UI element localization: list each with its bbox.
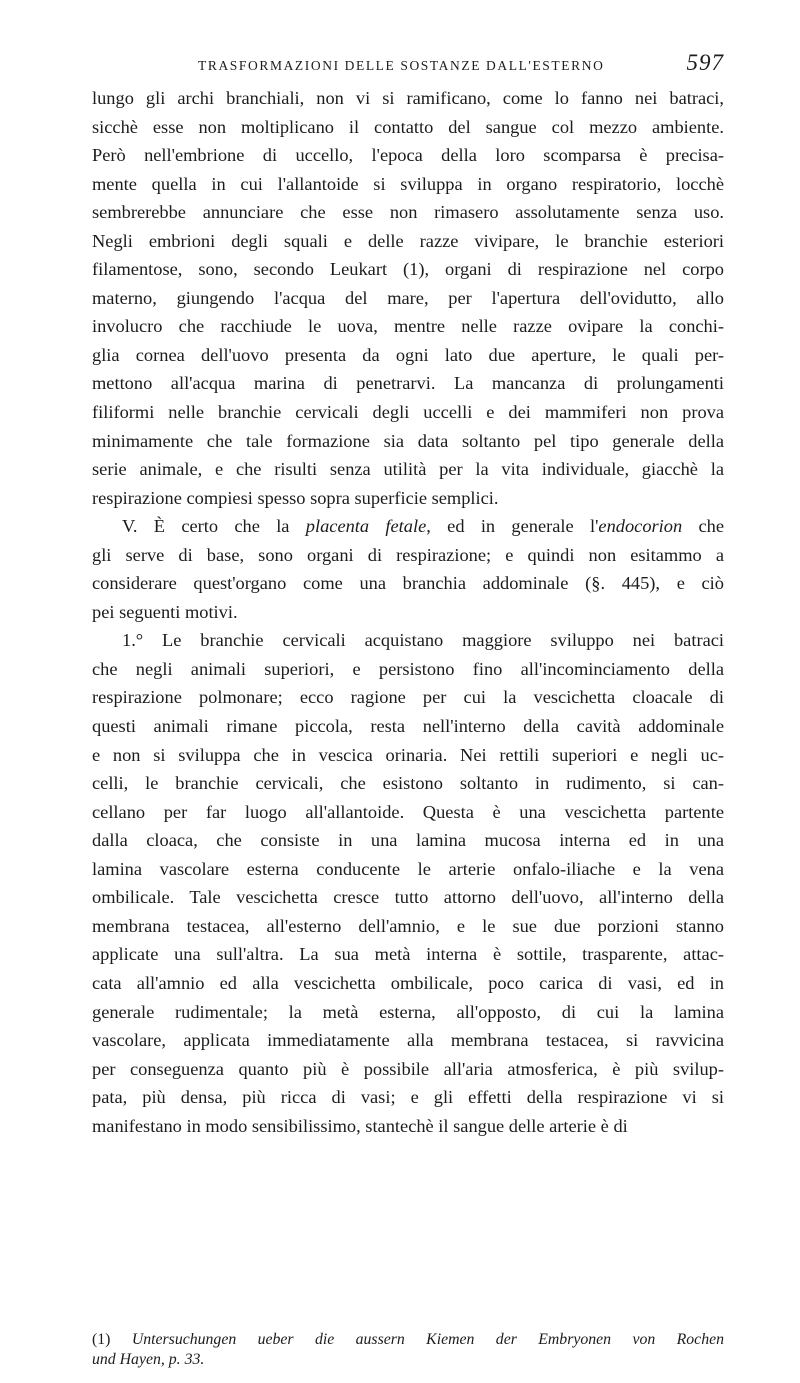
text-line: gli serve di base, sono organi di respirazione; e quindi non esitammo a [92,544,724,565]
text-line: materno, giungendo l'acqua del mare, per l'apertura dell'ovidutto, allo [92,287,724,308]
text-line: generale rudimentale; la metà esterna, all'opposto, di cui la lamina [92,1001,724,1022]
text-line: filamentose, sono, secondo Leukart (1), organi di respirazione nel corpo [92,259,724,280]
text-line: che negli animali superiori, e persistono fino all'incominciamento della [92,658,724,679]
text-line: 1.° Le branchie cervicali acquistano maggiore sviluppo nei batraci [122,630,724,651]
text-line: glia cornea dell'uovo presenta da ogni lato due aperture, le quali per- [92,344,724,365]
text-line: minimamente che tale formazione sia data soltanto pel tipo generale della [92,430,724,451]
running-header [92,50,724,80]
text-line [92,512,724,541]
text-line: manifestano in modo sensibilissimo, stantechè il sangue delle arterie è di [92,1115,628,1136]
text-line: involucro che racchiude le uova, mentre nelle razze ovipare la conchi- [92,316,724,337]
text-line: serie animale, e che risulti senza utilità per la vita individuale, giacchè la [92,459,724,480]
text-line: sicchè esse non moltiplicano il contatto del sangue col mezzo ambiente. [92,116,724,137]
page-number: 597 [686,50,724,75]
text-line: applicate una sull'altra. La sua metà interna è sottile, trasparente, attac- [92,944,724,965]
text-line: mente quella in cui l'allantoide si sviluppa in organo respiratorio, locchè [92,173,724,194]
text-line: filiformi nelle branchie cervicali degli uccelli e dei mammiferi non prova [92,402,724,423]
text-line: questi animali rimane piccola, resta nell'interno della cavità addominale [92,716,724,737]
text-line: lamina vascolare esterna conducente le arterie onfalo-iliache e la vena [92,858,724,879]
text-line: celli, le branchie cervicali, che esistono soltanto in rudimento, si can- [92,773,724,794]
text-fragment: che [682,516,725,537]
footnote-marker: (1) [92,1331,111,1348]
text-line: pata, più densa, più ricca di vasi; e gli effetti della respirazione vi si [92,1087,724,1108]
text-line: per conseguenza quanto più è possibile all'aria atmosferica, è più svilup- [92,1058,724,1079]
italic-term: placenta fetale [305,516,427,537]
header-title: TRASFORMAZIONI DELLE SOSTANZE DALL'ESTERNO [198,58,605,73]
text-line: lungo gli archi branchiali, non vi si ramificano, come lo fanno nei batraci, [92,88,724,108]
body-text [92,84,724,1140]
text-line: cata all'amnio ed alla vescichetta ombilicale, poco carica di vasi, ed in [92,972,724,993]
text-line: vascolare, applicata immediatamente alla membrana testacea, si ravvicina [92,1030,724,1051]
footnote-line [92,1350,724,1370]
text-line: respirazione polmonare; ecco ragione per cui la vescichetta cloacale di [92,687,724,708]
text-line: sembrerebbe annunciare che esse non rimasero assolutamente senza uso. [92,202,724,223]
text-line: considerare quest'organo come una branchia addominale (§. 445), e ciò [92,573,724,594]
text-fragment: , ed in generale l' [426,516,599,537]
italic-term: endocorion [598,516,683,537]
footnote [92,1330,724,1370]
text-line: e non si sviluppa che in vescica orinaria. Nei rettili superiori e negli uc- [92,744,724,765]
text-line: dalla cloaca, che consiste in una lamina mucosa interna ed in una [92,830,724,851]
text-fragment: V. È certo che la [122,516,306,537]
text-line: Negli embrioni degli squali e delle razze vivipare, le branchie esteriori [92,230,724,251]
text-line: ombilicale. Tale vescichetta cresce tutto attorno dell'uovo, all'interno della [92,887,724,908]
footnote-page-ref: , p. 33. [160,1351,205,1368]
text-line: respirazione compiesi spesso sopra superficie semplici. [92,487,499,508]
text-line: cellano per far luogo all'allantoide. Questa è una vescichetta partente [92,801,724,822]
footnote-title-continued: und Hayen [92,1351,161,1368]
text-line: mettono all'acqua marina di penetrarvi. La mancanza di prolungamenti [92,373,724,394]
text-line: membrana testacea, all'esterno dell'amnio, e le sue due porzioni stanno [92,915,724,936]
text-line: pei seguenti motivi. [92,601,238,622]
footnote-line [92,1330,724,1350]
footnote-title: Untersuchungen ueber die aussern Kiemen der Embryonen von Rochen [131,1331,725,1348]
text-line: Però nell'embrione di uccello, l'epoca della loro scomparsa è precisa- [92,145,724,166]
